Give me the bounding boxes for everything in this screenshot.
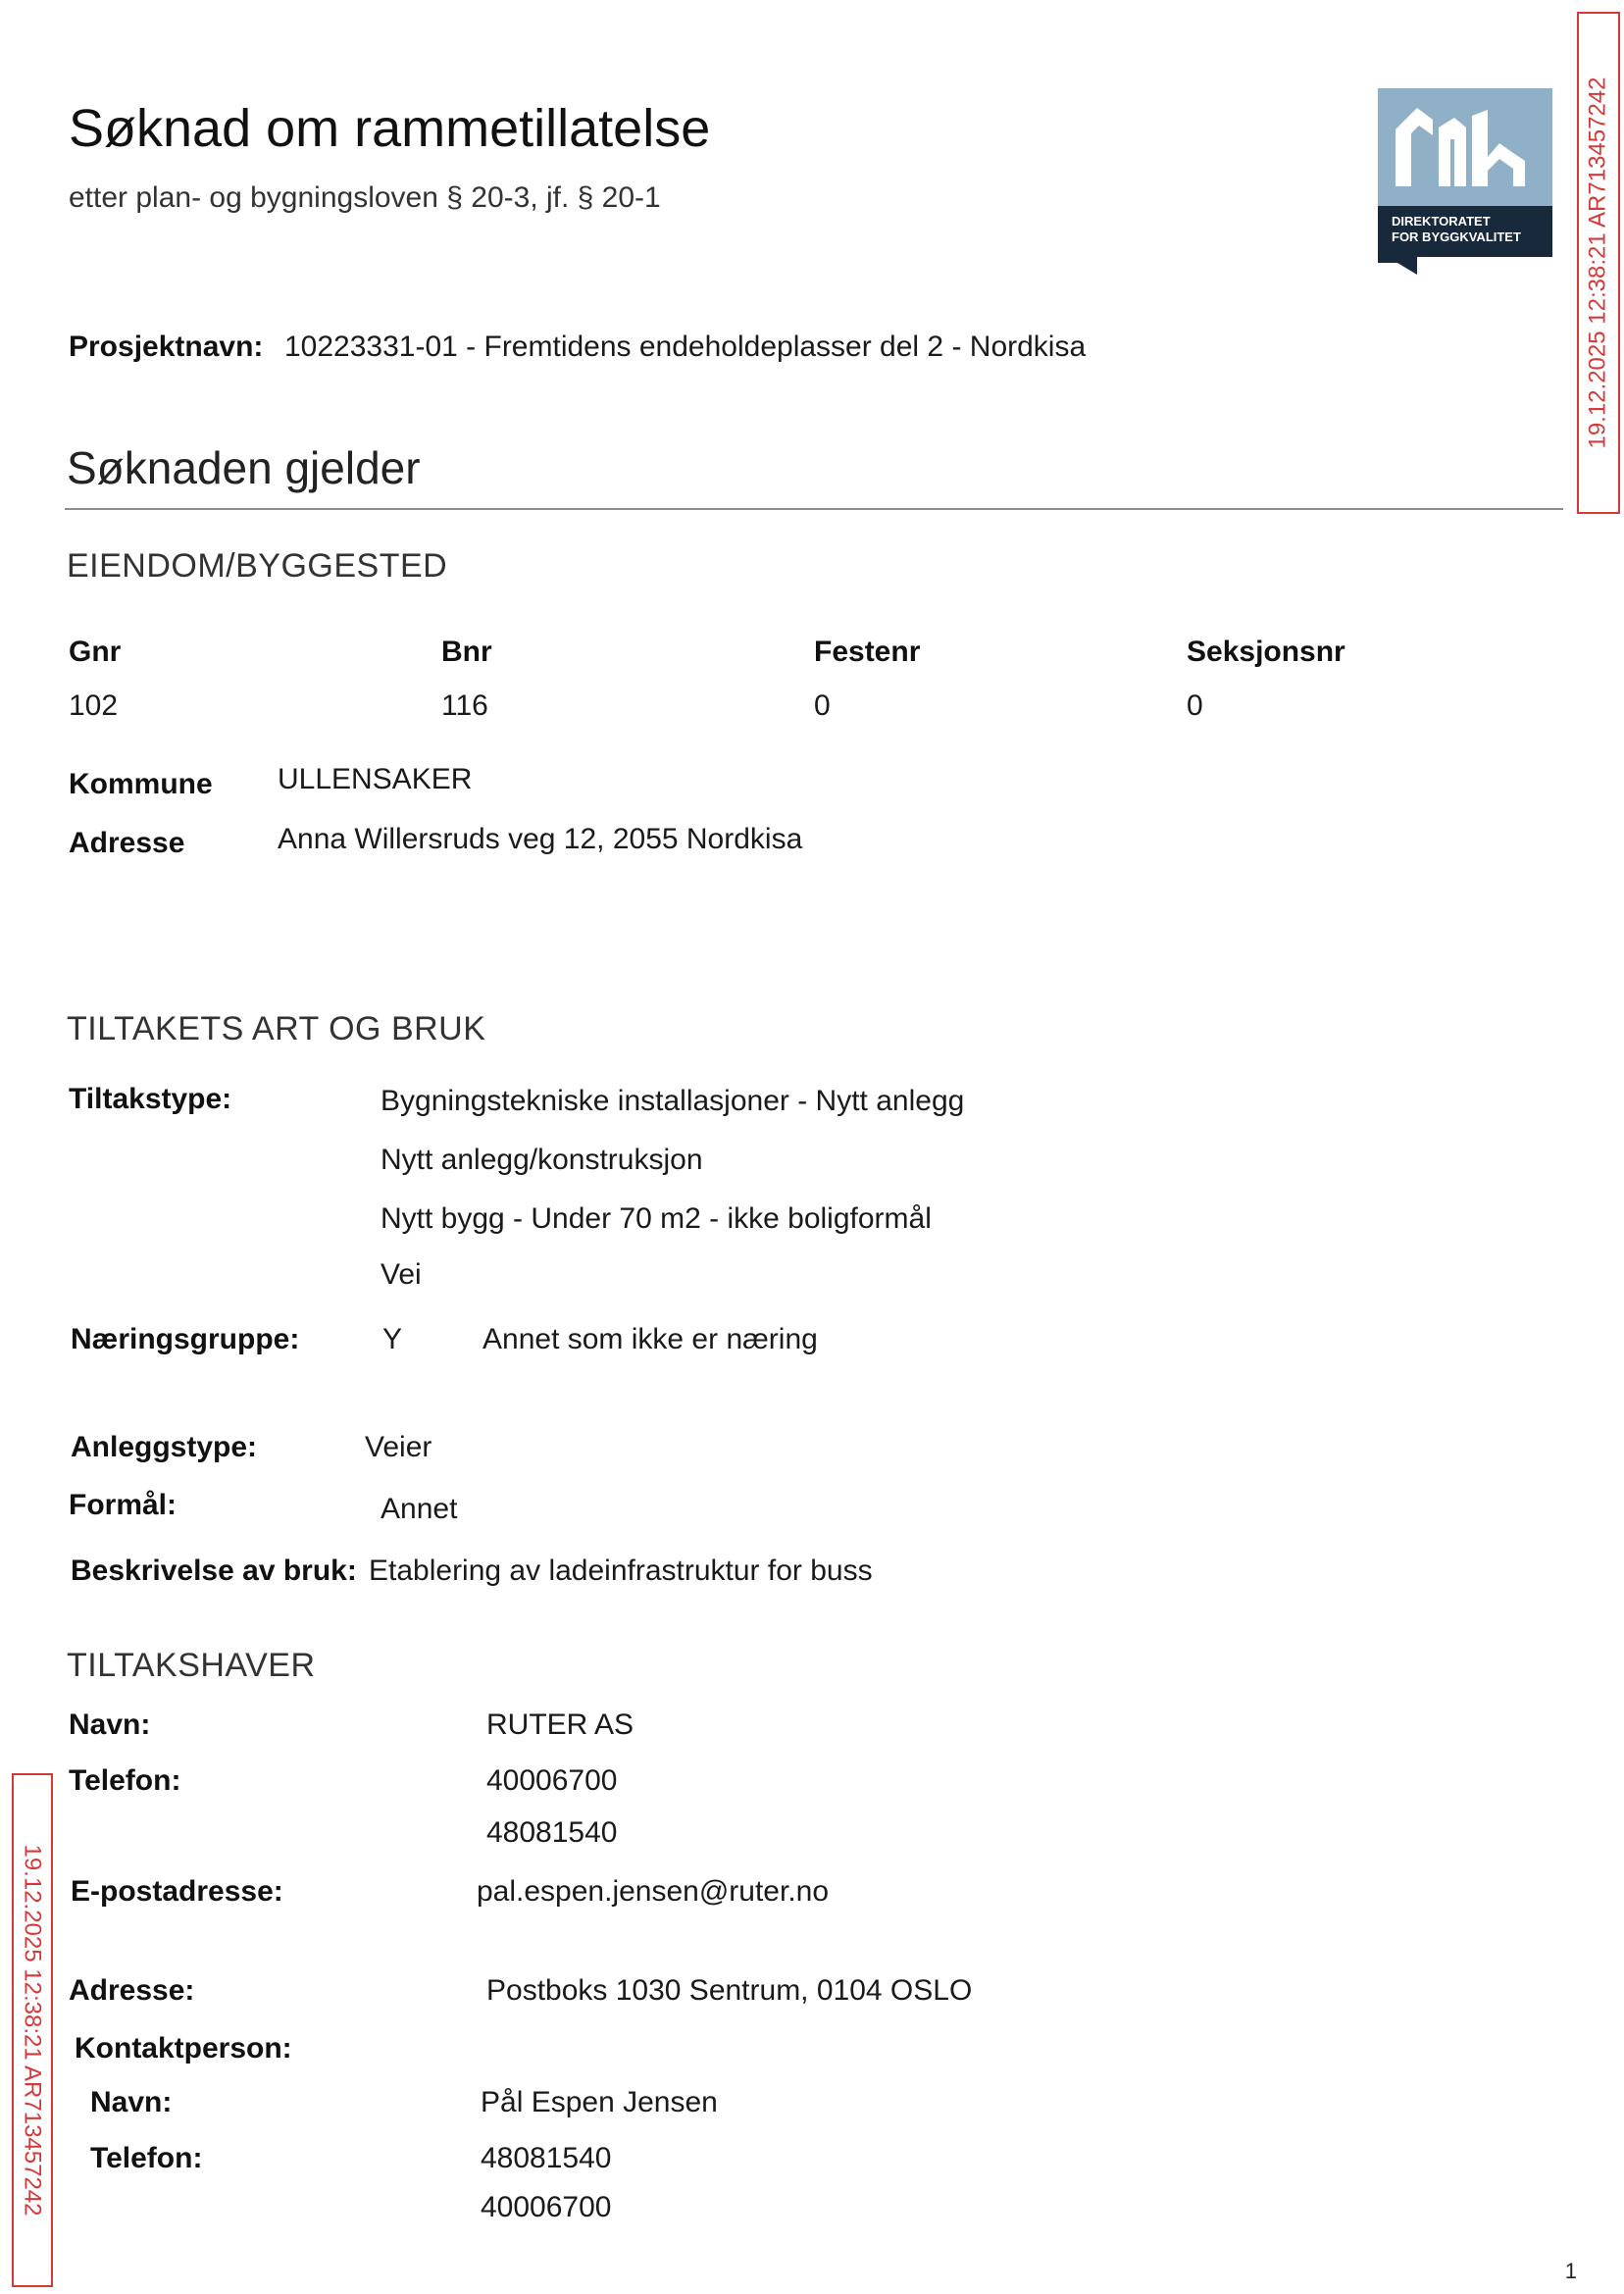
logo-text-line1: DIREKTORATET bbox=[1392, 214, 1491, 229]
bnr-value: 116 bbox=[441, 689, 488, 722]
tiltakstype-item: Bygningstekniske installasjoner - Nytt anlegg bbox=[381, 1085, 965, 1117]
tiltakshaver-name-label: Navn: bbox=[69, 1708, 151, 1741]
timestamp-stamp-top bbox=[1577, 12, 1620, 514]
property-address-value: Anna Willersruds veg 12, 2055 Nordkisa bbox=[278, 823, 803, 855]
gnr-value: 102 bbox=[69, 689, 119, 722]
document-subtitle: etter plan- og bygningsloven § 20-3, jf. § 20-1 bbox=[69, 181, 661, 214]
contact-phone-value: 48081540 bbox=[481, 2142, 612, 2174]
naeringsgruppe-code: Y bbox=[382, 1323, 403, 1355]
tiltakstype-item: Nytt anlegg/konstruksjon bbox=[381, 1144, 703, 1176]
naeringsgruppe-text: Annet som ikke er næring bbox=[482, 1323, 818, 1355]
timestamp-stamp-left bbox=[12, 1773, 53, 2287]
contact-phone-value: 40006700 bbox=[481, 2191, 612, 2223]
bruk-value: Etablering av ladeinfrastruktur for buss bbox=[369, 1555, 873, 1587]
section-title: Søknaden gjelder bbox=[67, 442, 421, 493]
tiltakshaver-email-value: pal.espen.jensen@ruter.no bbox=[477, 1875, 830, 1908]
tiltakshaver-address-value: Postboks 1030 Sentrum, 0104 OSLO bbox=[486, 1974, 973, 2007]
formaal-value: Annet bbox=[381, 1493, 458, 1525]
tiltakshaver-phone-value: 48081540 bbox=[486, 1816, 618, 1849]
naeringsgruppe-label: Næringsgruppe: bbox=[71, 1323, 300, 1355]
tiltakshaver-email-label: E-postadresse: bbox=[71, 1875, 283, 1908]
project-name-label: Prosjektnavn: bbox=[69, 331, 264, 363]
tiltakstype-item: Nytt bygg - Under 70 m2 - ikke boligformål bbox=[381, 1202, 932, 1235]
kommune-label: Kommune bbox=[69, 768, 213, 800]
tiltakshaver-phone-value: 40006700 bbox=[486, 1764, 618, 1797]
anleggstype-label: Anleggstype: bbox=[71, 1431, 258, 1463]
document-title: Søknad om rammetillatelse bbox=[69, 99, 711, 158]
dibk-logo bbox=[1378, 88, 1552, 275]
tiltakstype-label: Tiltakstype: bbox=[69, 1083, 232, 1115]
stamp-text-left: 19.12.2025 12:38:21 AR713457242 bbox=[20, 1844, 46, 2217]
page-number: 1 bbox=[1564, 2259, 1577, 2283]
festenr-label: Festenr bbox=[814, 636, 921, 668]
tiltakshaver-heading: TILTAKSHAVER bbox=[67, 1647, 316, 1684]
anleggstype-value: Veier bbox=[365, 1431, 432, 1463]
section-divider bbox=[65, 508, 1563, 510]
contact-name-value: Pål Espen Jensen bbox=[481, 2086, 718, 2118]
tiltakshaver-phone-label: Telefon: bbox=[69, 1764, 181, 1797]
kommune-value: ULLENSAKER bbox=[278, 763, 473, 795]
bruk-label: Beskrivelse av bruk: bbox=[71, 1555, 357, 1587]
contact-phone-label: Telefon: bbox=[90, 2142, 203, 2174]
bnr-label: Bnr bbox=[441, 636, 492, 668]
seksjonsnr-value: 0 bbox=[1187, 689, 1203, 722]
logo-text-line2: FOR BYGGKVALITET bbox=[1392, 229, 1521, 244]
formaal-label: Formål: bbox=[69, 1489, 178, 1521]
seksjonsnr-label: Seksjonsnr bbox=[1187, 636, 1345, 668]
project-name-value: 10223331-01 - Fremtidens endeholdeplasser del 2 - Nordkisa bbox=[284, 331, 1087, 363]
property-heading: EIENDOM/BYGGESTED bbox=[67, 547, 448, 585]
gnr-label: Gnr bbox=[69, 636, 122, 668]
stamp-text-top: 19.12.2025 12:38:21 AR713457242 bbox=[1585, 76, 1611, 449]
contact-name-label: Navn: bbox=[90, 2086, 173, 2118]
festenr-value: 0 bbox=[814, 689, 831, 722]
property-address-label: Adresse bbox=[69, 827, 185, 859]
tiltakshaver-address-label: Adresse: bbox=[69, 1974, 195, 2007]
tiltakshaver-name-value: RUTER AS bbox=[486, 1708, 634, 1741]
tiltakstype-item: Vei bbox=[381, 1258, 422, 1291]
tiltak-heading: TILTAKETS ART OG BRUK bbox=[67, 1010, 486, 1047]
contact-person-label: Kontaktperson: bbox=[75, 2032, 292, 2065]
